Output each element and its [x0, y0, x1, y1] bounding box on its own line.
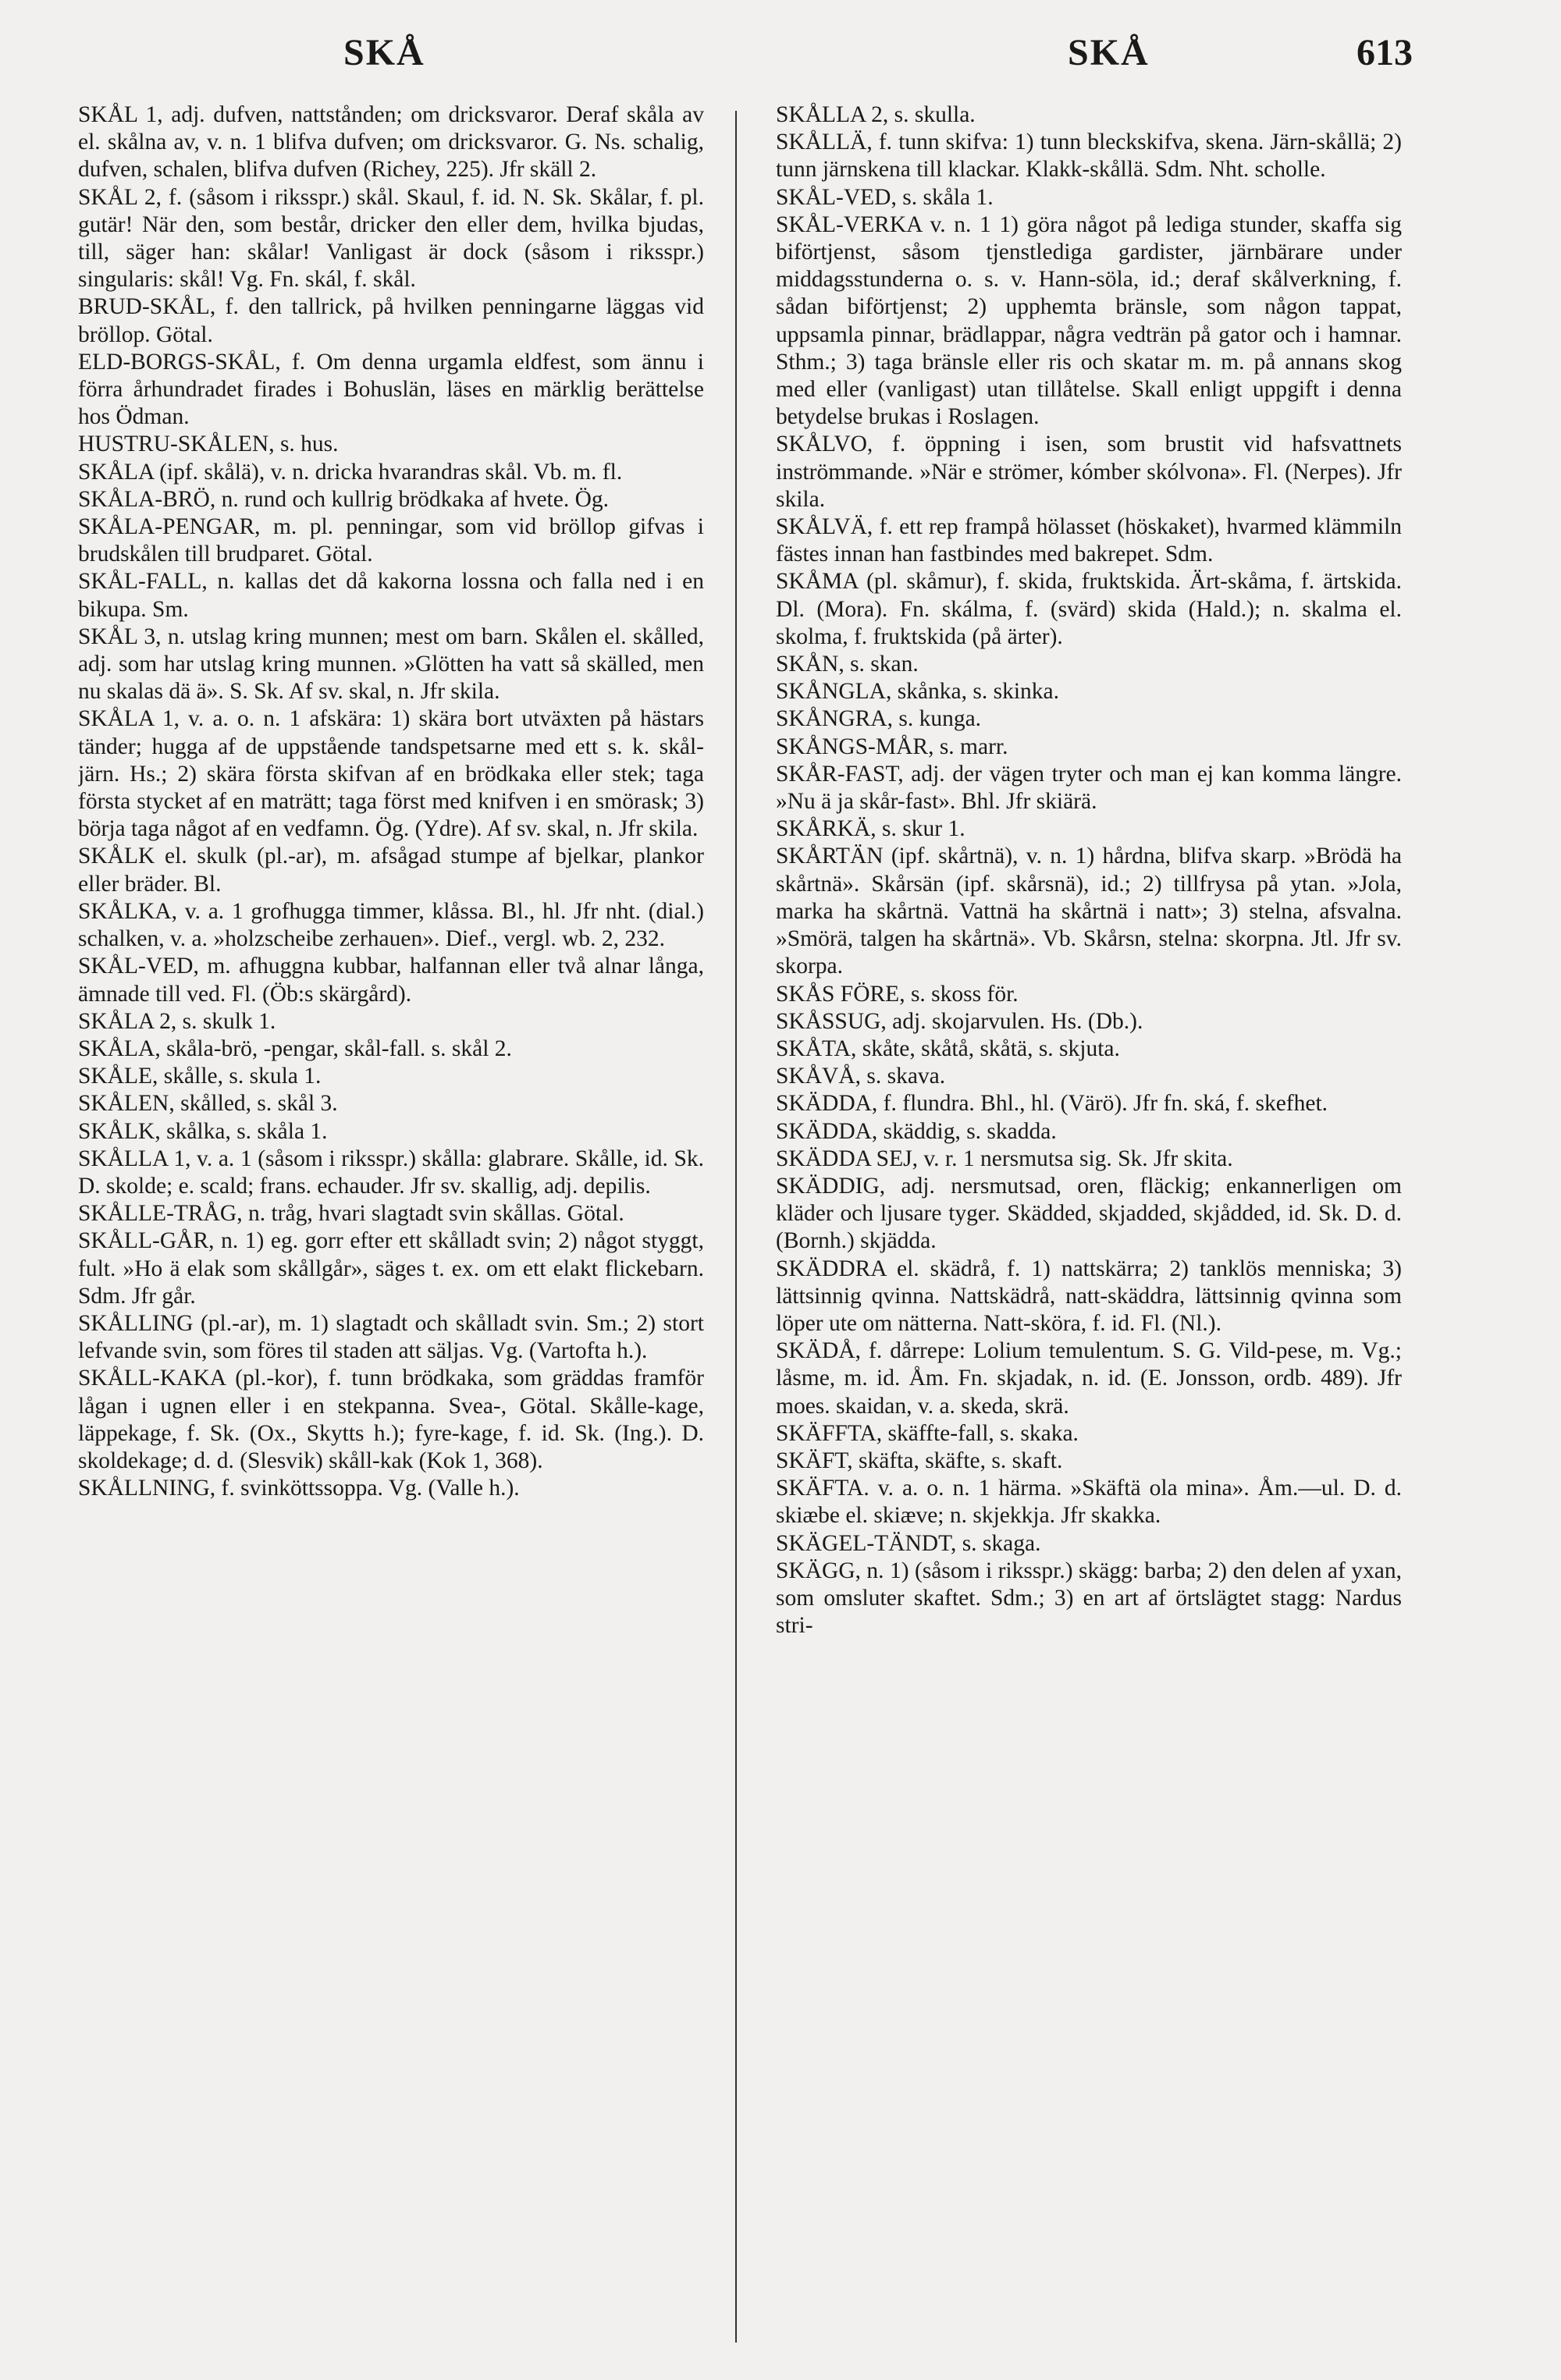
dictionary-entry: SKÅLVÄ, f. ett rep frampå hölasset (höskaket), hvarmed klämmiln fästes innan han fastbindes med bakrepet. Sdm.: [776, 514, 1402, 567]
dictionary-entry: SKÅMA (pl. skåmur), f. skida, fruktskida. Ärt-skåma, f. ärtskida. Dl. (Mora). Fn. skálma, f. (svärd) skida (Hald.); n. skalma el. skolma, f. fruktskida (på ärter).: [776, 569, 1402, 649]
dictionary-entry: SKÅL 2, f. (såsom i riksspr.) skål. Skaul, f. id. N. Sk. Skålar, f. pl. gutär! När den, som består, dricker den eller dem, hvilka bjudas, till, säger han: skålar! Vanligast är dock (såsom i riksspr.) singularis: skål! Vg. Fn. skál, f. skål.: [78, 184, 704, 293]
dictionary-entry: SKÅLKA, v. a. 1 grofhugga timmer, klåssa. Bl., hl. Jfr nht. (dial.) schalken, v. a. »holzscheibe zerhauen». Dief., vergl. wb. 2, 232.: [78, 898, 704, 952]
right-column: [776, 101, 1402, 2349]
dictionary-entry: SKÅLK, skålka, s. skåla 1.: [78, 1118, 328, 1144]
dictionary-entry: SKÄDDRA el. skädrå, f. 1) nattskärra; 2) tanklös menniska; 3) lättsinnig qvinna. Nattskädrå, natt-skäddra, lättsinnig qvinna som löper ute om nätterna. Natt-sköra, f. id. Fl. (Nl.).: [776, 1256, 1402, 1336]
dictionary-entry: SKÅSSUG, adj. skojarvulen. Hs. (Db.).: [776, 1008, 1143, 1034]
dictionary-entry: SKÅLLE-TRÅG, n. tråg, hvari slagtadt svin skållas. Götal.: [78, 1201, 624, 1227]
dictionary-entry: SKÄDDA, f. flundra. Bhl., hl. (Värö). Jfr fn. ská, f. skefhet.: [776, 1091, 1328, 1117]
left-column: [78, 101, 704, 2349]
dictionary-entry: SKÅL 3, n. utslag kring munnen; mest om barn. Skålen el. skålled, adj. som har utslag kring munnen. »Glötten ha vatt så skälled, men nu skalas dä ä». S. Sk. Af sv. skal, n. Jfr skila.: [78, 623, 704, 705]
dictionary-entry: SKÄFTA. v. a. o. n. 1 härma. »Skäftä ola mina». Åm.—ul. D. d. skiæbe el. skiæve; n. skjekkja. Jfr skakka.: [776, 1476, 1402, 1529]
dictionary-entry: SKÅLE, skålle, s. skula 1.: [78, 1064, 322, 1089]
dictionary-entry: SKÄDDA SEJ, v. r. 1 nersmutsa sig. Sk. Jfr skita.: [776, 1146, 1233, 1171]
dictionary-entry: SKÅTA, skåte, skåtå, skåtä, s. skjuta.: [776, 1035, 1120, 1061]
dictionary-entry: SKÅLVO, f. öppning i isen, som brustit vid hafsvattnets inströmmande. »När e strömer, kómber skólvona». Fl. (Nerpes). Jfr skila.: [776, 432, 1402, 512]
dictionary-entry: SKÅLLÄ, f. tunn skifva: 1) tunn bleckskifva, skena. Järn-skållä; 2) tunn järnskena till klackar. Klakk-skållä. Sdm. Nht. scholle.: [776, 130, 1402, 183]
dictionary-entry: SKÄFFTA, skäffte-fall, s. skaka.: [776, 1420, 1079, 1446]
dictionary-entry: SKÅNGS-MÅR, s. marr.: [776, 734, 1008, 759]
dictionary-entry: SKÅL-VED, s. skåla 1.: [776, 184, 994, 210]
dictionary-entry: SKÅLA 1, v. a. o. n. 1 afskära: 1) skära bort utväxten på hästars tänder; hugga af de uppstående tandspetsarne med ett s. k. skål-järn. Hs.; 2) skära första skifvan af en brödkaka eller stek; taga första stycket af en maträtt; taga först med knifven i en smörask; 3) börja taga något af en vedfamn. Ög. (Ydre). Af sv. skal, n. Jfr skila.: [78, 706, 704, 842]
dictionary-entry: SKÅLL-GÅR, n. 1) eg. gorr efter ett skålladt svin; 2) något styggt, fult. »Ho ä elak som skållgår», säges t. ex. om ett elakt flickebarn. Sdm. Jfr går.: [78, 1228, 704, 1309]
dictionary-entry: SKÅVÅ, s. skava.: [776, 1064, 946, 1089]
dictionary-entry: SKÅLLING (pl.-ar), m. 1) slagtadt och skålladt svin. Sm.; 2) stort lefvande svin, som föres til staden att säljas. Vg. (Vartofta h.).: [78, 1310, 704, 1364]
dictionary-entry: SKÅL-VERKA v. n. 1 1) göra något på lediga stunder, skaffa sig biförtjenst, såsom tjenstlediga gardister, järnbärare under middagsstunderna o. s. v. Hann-söla, id.; deraf skålverkning, f. sådan biförtjenst; 2) upphemta bränsle, som någon tappat, uppsamla pinnar, brädlappar, några vedträn på gator och i hamnar. Sthm.; 3) taga bränsle eller ris och skatar m. m. på annans skog med eller (vanligast) utan tillåtelse. Skall enligt uppgift i denna betydelse brukas i Roslagen.: [776, 211, 1402, 430]
dictionary-entry: SKÅNGRA, s. kunga.: [776, 706, 982, 732]
dictionary-entry: SKÅL 1, adj. dufven, nattstånden; om dricksvaror. Deraf skåla av el. skålna av, v. n. 1 blifva dufven; om dricksvaror. G. Ns. schalig, dufven, schalen, blifva dufven (Richey, 225). Jfr skäll 2.: [78, 102, 704, 183]
dictionary-entry: SKÄGG, n. 1) (såsom i riksspr.) skägg: barba; 2) den delen af yxan, som omsluter skaftet. Sdm.; 3) en art af örtslägtet stagg: Nardus stri-: [776, 1558, 1402, 1639]
dictionary-entry: SKÅL-VED, m. afhuggna kubbar, halfannan eller två alnar långa, ämnade till ved. Fl. (Öb:s skärgård).: [78, 954, 704, 1007]
dictionary-entry: SKÅRTÄN (ipf. skårtnä), v. n. 1) hårdna, blifva skarp. »Brödä ha skårtnä». Skårsän (ipf. skårsnä), id.; 2) tillfrysa på ytan. »Jola, marka ha skårtnä. Vattnä ha skårtnä i natt»; 3) stelna, afsvalna. »Smörä, talgen ha skårtnä». Vb. Skårsn, stelna: skorpna. Jtl. Jfr sv. skorpa.: [776, 844, 1402, 979]
dictionary-entry: SKÅLA 2, s. skulk 1.: [78, 1008, 276, 1034]
dictionary-entry: HUSTRU-SKÅLEN, s. hus.: [78, 432, 339, 457]
dictionary-entry: SKÄDDA, skäddig, s. skadda.: [776, 1118, 1057, 1144]
running-head-left: SKÅ: [343, 32, 425, 73]
dictionary-entry: SKÄDDIG, adj. nersmutsad, oren, fläckig; enkannerligen om kläder och ljusare tyger. Skädded, skjadded, skjådded, id. Sk. D. d. (Bornh.) skjädda.: [776, 1173, 1402, 1254]
dictionary-entry: SKÄFT, skäfta, skäfte, s. skaft.: [776, 1448, 1063, 1473]
dictionary-entry: SKÅR-FAST, adj. der vägen tryter och man ej kan komma längre. »Nu ä ja skår-fast». Bhl. Jfr skiärä.: [776, 761, 1402, 815]
dictionary-entry: SKÅN, s. skan.: [776, 652, 919, 677]
dictionary-entry: SKÅLA-PENGAR, m. pl. penningar, som vid bröllop gifvas i brudskålen till brudparet. Götal.: [78, 514, 704, 567]
dictionary-entry: SKÅRKÄ, s. skur 1.: [776, 816, 965, 842]
column-divider: [735, 111, 737, 2343]
dictionary-entry: SKÅLA-BRÖ, n. rund och kullrig brödkaka af hvete. Ög.: [78, 486, 610, 512]
dictionary-entry: SKÅLA (ipf. skålä), v. n. dricka hvarandras skål. Vb. m. fl.: [78, 459, 623, 485]
dictionary-entry: SKÄGEL-TÄNDT, s. skaga.: [776, 1530, 1041, 1556]
dictionary-entry: BRUD-SKÅL, f. den tallrick, på hvilken penningarne läggas vid bröllop. Götal.: [78, 294, 704, 347]
dictionary-entry: SKÅLA, skåla-brö, -pengar, skål-fall. s. skål 2.: [78, 1035, 512, 1061]
dictionary-entry: ELD-BORGS-SKÅL, f. Om denna urgamla eldfest, som ännu i förra århundradet firades i Bohuslän, läses en märklig berättelse hos Ödman.: [78, 349, 704, 430]
dictionary-entry: SKÅNGLA, skånka, s. skinka.: [776, 679, 1059, 705]
dictionary-entry: SKÅLLA 1, v. a. 1 (såsom i riksspr.) skålla: glabrare. Skålle, id. Sk. D. skolde; e. scald; frans. echauder. Jfr sv. skallig, adj. depilis.: [78, 1146, 704, 1199]
dictionary-entry: SKÅLEN, skålled, s. skål 3.: [78, 1091, 338, 1117]
page-number: 613: [1357, 32, 1413, 73]
dictionary-entry: SKÅLL-KAKA (pl.-kor), f. tunn brödkaka, som gräddas framför lågan i ugnen eller i en stekpanna. Svea-, Götal. Skålle-kage, läppekage, f. Sk. (Ox., Skytts h.); fyre-kage, f. id. Sk. (Ing.). D. skoldekage; d. d. (Slesvik) skåll-kak (Kok 1, 368).: [78, 1366, 704, 1473]
dictionary-entry: SKÄDÅ, f. dårrepe: Lolium temulentum. S. G. Vild-pese, m. Vg.; låsme, m. id. Åm. Fn. skjadak, n. id. (E. Jonsson, ordb. 489). Jfr moes. skaidan, v. a. skeda, skrä.: [776, 1338, 1402, 1419]
dictionary-entry: SKÅLLNING, f. svinköttssoppa. Vg. (Valle h.).: [78, 1476, 520, 1501]
dictionary-entry: SKÅL-FALL, n. kallas det då kakorna lossna och falla ned i en bikupa. Sm.: [78, 569, 704, 622]
dictionary-entry: SKÅLLA 2, s. skulla.: [776, 102, 976, 127]
running-head-right: SKÅ: [1068, 32, 1150, 73]
dictionary-entry: SKÅS FÖRE, s. skoss för.: [776, 981, 1019, 1007]
dictionary-entry: SKÅLK el. skulk (pl.-ar), m. afsågad stumpe af bjelkar, plankor eller bräder. Bl.: [78, 844, 704, 897]
